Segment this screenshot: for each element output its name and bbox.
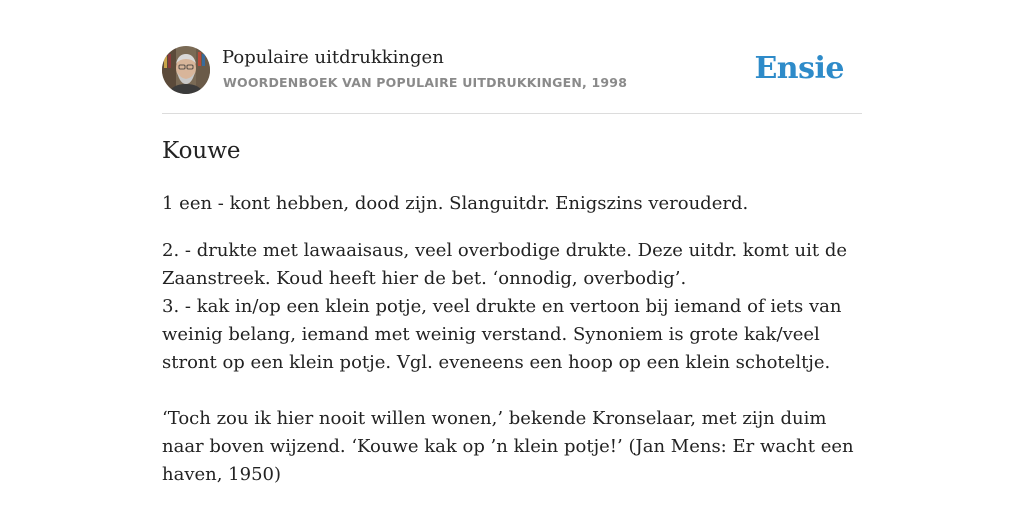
source-subtitle: WOORDENBOEK VAN POPULAIRE UITDRUKKINGEN, 1998 [223, 75, 628, 90]
header-divider [162, 113, 862, 114]
entry-title: Kouwe [162, 138, 241, 164]
definition-3: 3. - kak in/op een klein potje, veel drukte en vertoon bij iemand of iets van weinig belang, iemand met weinig verstand. Synoniem is grote kak/veel stront op een klein potje. Vgl. eveneens een hoop op een klein schoteltje. [162, 296, 842, 373]
brand-logo[interactable]: Ensie [754, 51, 844, 86]
definition-block [162, 237, 866, 377]
definition-1: 1 een - kont hebben, dood zijn. Slanguitdr. Enigszins verouderd. [162, 193, 749, 214]
source-header [162, 46, 862, 96]
definition-2: 2. - drukte met lawaaisaus, veel overbodige drukte. Deze uitdr. komt uit de Zaanstreek. Koud heeft hier de bet. ‘onnodig, overbodig’. [162, 240, 848, 289]
author-avatar[interactable] [162, 46, 210, 94]
source-title[interactable]: Populaire uitdrukkingen [222, 47, 444, 68]
author-avatar-image [162, 46, 210, 94]
example-quote: ‘Toch zou ik hier nooit willen wonen,’ bekende Kronselaar, met zijn duim naar boven wijzend. ‘Kouwe kak op ’n klein potje!’ (Jan Mens: Er wacht een haven, 1950) [162, 408, 854, 485]
